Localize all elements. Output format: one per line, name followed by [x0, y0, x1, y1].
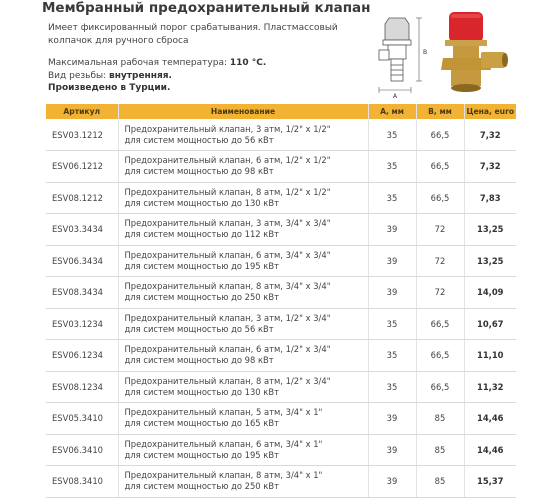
name-line-1: Предохранительный клапан, 8 атм, 1/2" х 3/4"	[124, 375, 331, 386]
name-line-1: Предохранительный клапан, 6 атм, 1/2" х 3/4"	[124, 344, 331, 355]
cell-b: 72	[416, 277, 464, 309]
table-row	[46, 308, 516, 340]
cell-price: 10,67	[464, 308, 516, 340]
name-line-1: Предохранительный клапан, 8 атм, 3/4" х 1"	[124, 470, 323, 481]
cell-price: 14,46	[464, 403, 516, 435]
name-line-2: для систем мощностью до 250 кВт	[124, 292, 279, 303]
name-line-2: для систем мощностью до 250 кВт	[124, 481, 279, 492]
cell-name	[118, 119, 368, 151]
name-line-1: Предохранительный клапан, 6 атм, 3/4" х 3/4"	[124, 249, 331, 260]
table-row	[46, 182, 516, 214]
name-line-2: для систем мощностью до 130 кВт	[124, 197, 279, 208]
cell-price: 11,32	[464, 371, 516, 403]
cell-a: 35	[368, 182, 416, 214]
page-title: Мембранный предохранительный клапан	[42, 0, 371, 16]
name-line-1: Предохранительный клапан, 3 атм, 1/2" х 3/4"	[124, 312, 331, 323]
cell-article: ESV03.1212	[46, 119, 118, 151]
table-row	[46, 340, 516, 372]
cell-name	[118, 403, 368, 435]
cell-a: 39	[368, 434, 416, 466]
spec-temperature: Максимальная рабочая температура: 110 °С.	[48, 58, 267, 68]
cell-price: 13,25	[464, 245, 516, 277]
cell-a: 35	[368, 371, 416, 403]
cell-name	[118, 340, 368, 372]
table-row	[46, 466, 516, 498]
name-line-1: Предохранительный клапан, 6 атм, 3/4" х 1"	[124, 438, 323, 449]
cell-b: 72	[416, 214, 464, 246]
cell-b: 66,5	[416, 340, 464, 372]
name-line-1: Предохранительный клапан, 3 атм, 3/4" х 3/4"	[124, 218, 331, 229]
cell-article: ESV06.1234	[46, 340, 118, 372]
name-line-2: для систем мощностью до 195 кВт	[124, 260, 279, 271]
cell-a: 39	[368, 403, 416, 435]
cell-a: 35	[368, 308, 416, 340]
cell-price: 14,46	[464, 434, 516, 466]
cell-a: 39	[368, 466, 416, 498]
cell-name	[118, 182, 368, 214]
name-line-2: для систем мощностью до 98 кВт	[124, 355, 274, 366]
cell-b: 72	[416, 245, 464, 277]
cell-name	[118, 308, 368, 340]
specs	[48, 57, 266, 95]
cell-article: ESV06.3410	[46, 434, 118, 466]
valve-drawing	[379, 18, 422, 93]
name-line-2: для систем мощностью до 130 кВт	[124, 386, 279, 397]
table-row	[46, 403, 516, 435]
cell-price: 7,32	[464, 151, 516, 183]
cell-article: ESV08.3410	[46, 466, 118, 498]
cell-price: 13,25	[464, 214, 516, 246]
cell-b: 66,5	[416, 119, 464, 151]
table-row	[46, 119, 516, 151]
cell-article: ESV03.1234	[46, 308, 118, 340]
table-row	[46, 277, 516, 309]
cell-b: 66,5	[416, 151, 464, 183]
table-row	[46, 151, 516, 183]
cell-b: 66,5	[416, 371, 464, 403]
cell-a: 39	[368, 214, 416, 246]
cell-name	[118, 151, 368, 183]
cell-b: 66,5	[416, 308, 464, 340]
cell-price: 7,83	[464, 182, 516, 214]
cell-article: ESV08.1212	[46, 182, 118, 214]
cell-article: ESV05.3410	[46, 403, 118, 435]
cell-b: 85	[416, 403, 464, 435]
cell-a: 39	[368, 277, 416, 309]
product-table	[46, 104, 516, 498]
cell-name	[118, 214, 368, 246]
cell-name	[118, 277, 368, 309]
name-line-2: для систем мощностью до 112 кВт	[124, 229, 279, 240]
dim-a-label: A	[393, 93, 398, 98]
description: Имеет фиксированный порог срабатывания. Пластмассовый колпачок для ручного сброса	[48, 23, 338, 46]
cell-article: ESV06.1212	[46, 151, 118, 183]
header-price: Цена, euro	[464, 104, 516, 119]
spec-thread: Вид резьбы: внутренняя.	[48, 70, 172, 81]
cell-a: 39	[368, 245, 416, 277]
cell-b: 85	[416, 434, 464, 466]
cell-name	[118, 371, 368, 403]
name-line-1: Предохранительный клапан, 8 атм, 1/2" х 1/2"	[124, 186, 331, 197]
name-line-2: для систем мощностью до 165 кВт	[124, 418, 279, 429]
header-b: В, мм	[416, 104, 464, 119]
name-line-2: для систем мощностью до 56 кВт	[124, 323, 274, 334]
cell-price: 14,09	[464, 277, 516, 309]
cell-price: 15,37	[464, 466, 516, 498]
cell-b: 85	[416, 466, 464, 498]
name-line-2: для систем мощностью до 56 кВт	[124, 134, 274, 145]
name-line-2: для систем мощностью до 195 кВт	[124, 449, 279, 460]
header-a: А, мм	[368, 104, 416, 119]
name-line-1: Предохранительный клапан, 5 атм, 3/4" х 1"	[124, 407, 323, 418]
cell-name	[118, 434, 368, 466]
name-line-2: для систем мощностью до 98 кВт	[124, 166, 274, 177]
cell-price: 7,32	[464, 119, 516, 151]
table-row	[46, 214, 516, 246]
cell-article: ESV08.1234	[46, 371, 118, 403]
cell-a: 35	[368, 119, 416, 151]
name-line-1: Предохранительный клапан, 6 атм, 1/2" х 1/2"	[124, 155, 331, 166]
name-line-1: Предохранительный клапан, 8 атм, 3/4" х 3/4"	[124, 281, 331, 292]
header-article: Артикул	[46, 104, 118, 119]
table-row	[46, 434, 516, 466]
dim-b-label: B	[423, 49, 428, 56]
header-name: Наименование	[118, 104, 368, 119]
valve-photo	[441, 12, 508, 92]
table-row	[46, 371, 516, 403]
cell-article: ESV08.3434	[46, 277, 118, 309]
cell-article: ESV06.3434	[46, 245, 118, 277]
spec-origin: Произведено в Турции.	[48, 83, 171, 93]
cell-article: ESV03.3434	[46, 214, 118, 246]
cell-name	[118, 245, 368, 277]
cell-a: 35	[368, 151, 416, 183]
table-header-row	[46, 104, 516, 119]
cell-name	[118, 466, 368, 498]
cell-price: 11,10	[464, 340, 516, 372]
cell-b: 66,5	[416, 182, 464, 214]
name-line-1: Предохранительный клапан, 3 атм, 1/2" х 1/2"	[124, 123, 331, 134]
table-row	[46, 245, 516, 277]
valve-figure	[365, 10, 515, 98]
cell-a: 35	[368, 340, 416, 372]
